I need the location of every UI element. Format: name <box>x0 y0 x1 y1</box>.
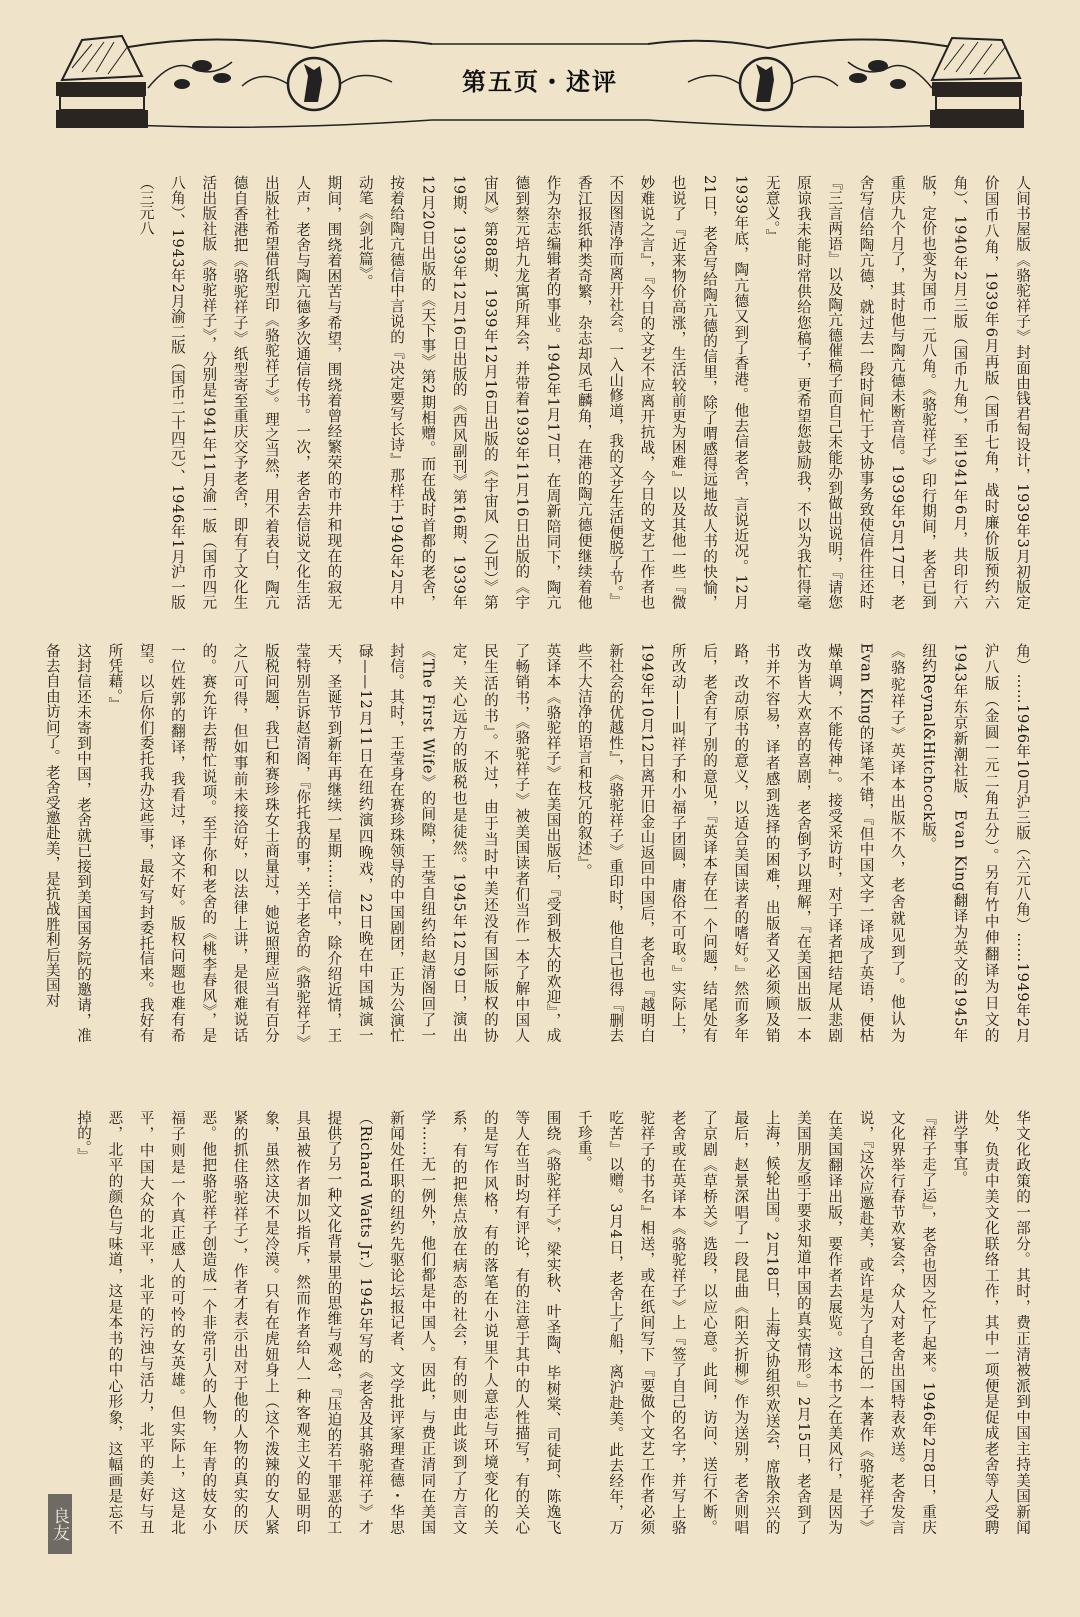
page-title: 第五页・述评 <box>462 67 618 96</box>
paragraph: 1939年底，陶亢德又到了香港。他去信老舍，言说近况。12月21日，老舍写给陶亢德的信里，除了喟感得远地故人书的快愉，也说了『近来物价高涨，生活较前更为困难』以及其他一些『微妙难说之言』，『今日的文艺不应离开抗战，今日的文艺工作者也不因图清净而离开社会。一入山修道，我的文艺生活便脱了节。』 <box>607 175 750 610</box>
paragraph: 《骆驼祥子》英译本出版不久，老舍就见到了。他认为Evan King的译笔不错，『但中国文字一译成了英语，便枯燥单调，不能传神』。接受采访时，对于译者把结尾从悲剧改为皆大欢喜的喜剧，老舍倒予以理解，『在美国出版一本书并不容易，译者感到选择的困难，出版者又必须顾及销路，改动原书的意义，以适合美国读者的嗜好。』然而多年后，老舍有了别的意见，『英译本存在一个问题，结尾处有所改动——叫祥子和小福子团圆，庸俗不可取。』实际上，1949年10月12日离开旧金山返回中国后，老舍也『越明白新社会的优越性』，《骆驼祥子》重印时，他自己也得『删去些不大洁净的语言和枝冗的叙述』。 <box>575 643 906 1043</box>
article-panel-middle <box>38 643 1038 1043</box>
paragraph: 角）……1946年10月沪三版（六元八角）……1949年2月沪八版（金圆一元二角五分）。另有竹中伸翻译为日文的1943年东京新潮社版、Evan King翻译为英文的1945年纽约Reynal&Hitchcock版。 <box>920 643 1031 1043</box>
header-banner <box>52 28 1028 136</box>
paragraph: 人间书屋版《骆驼祥子》封面由钱君匋设计，1939年3月初版定价国币八角，1939年6月再版（国币七角，战时廉价版预约六角）、1940年2月三版（国币九角），至1941年6月，共印行六版，定价也变为国币一元八角。《骆驼祥子》印行期间，老舍已到重庆九个月了，其时他与陶亢德未断音信。1939年5月17日，老舍写信给陶亢德，就过去一段时间忙于文协事务致使信件往还时『三言两语』以及陶亢德催稿子而自己未能办到做出说明，『请您原谅我未能时常供给您稿子，更希望您鼓励我，不以为我忙得毫无意义。』 <box>763 175 1031 610</box>
author-seal: 良友 <box>48 1494 72 1554</box>
paragraph: 英译本《骆驼祥子》在美国出版后，『受到极大的欢迎』，成了畅销书，《骆驼祥子》被美国读者们当作一本了解中国人民生活的书』。不过，由于当时中美还没有国际版权的协定，关心远方的版税也是徒然。1945年12月9日，演出《The First Wife》的间隙，王莹自纽约给赵清阁回了一封信。其时，王莹身在赛珍珠领导的中国剧团，正为公演忙碌——12月11日在纽约演四晚戏，22日晚在中国城演一天，圣诞节到新年再继续一星期……信中，除介绍近情，王莹特别告诉赵清阁，『你托我的事，关于老舍的《骆驼祥子》版税问题，我已和赛珍珠女士商量过，她说照理应当有百分之八可得，但如事前未接洽好，以法律上讲，是很难说话的。赛允许去帮忙说项。至于你和老舍的《桃李春风》，是一位姓郭的翻译，我看过，译文不好。版权问题也难有希望。以后你们委托我办这些事，最好写封委托信来。我好有所凭藉。』 <box>106 643 562 1043</box>
article-panel-top <box>38 175 1038 610</box>
paragraph: 华文化政策的一部分。其时，费正清被派到中国主持美国新闻处，负责中美文化联络工作，其中一项便是促成老舍等人受聘讲学事宜。 <box>951 1110 1031 1535</box>
article-panel-bottom <box>38 1110 1038 1535</box>
paragraph: 香江报纸种类奇繁，杂志却凤毛麟角，在港的陶亢德便继续着他作为杂志编辑者的事业。1940年1月17日，在周新陪同下，陶亢德到蔡元培九龙寓所拜会，并带着1939年11月16日出版的《宇宙风》第88期、1939年12月16日出版的《宇宙风（乙刊）》第19期、1939年12月16日出版的《西风副刊》第16期、1939年12月20日出版的《天下事》第2期相赠。而在战时首都的老舍，按着给陶亢德信中言说的『决定要写长诗』那样于1940年2月中动笔《剑北篇》。 <box>356 175 593 610</box>
paragraph: 期间，围绕着困苦与希望，围绕着曾经繁荣的市井和现在的寂无人声，老舍与陶亢德多次通信传书。一次，老舍去信说文化生活出版社希望借纸型印《骆驼祥子》。理之当然，用不着表白，陶亢德自香港把《骆驼祥子》纸型寄至重庆交予老舍，即有了文化生活出版社版《骆驼祥子》，分别是1941年11月渝一版（国币四元八角）、1943年2月渝二版（国币二十四元）、1946年1月沪一版（三元八 <box>137 175 343 610</box>
paragraph: 围绕《骆驼祥子》，梁实秋、叶圣陶、毕树棠、司徒珂、陈逸飞等人在当时均有评论，有的注意于其中的人性描写，有的关心的是写作风格，有的落笔在小说里个人意志与环境变化的关系，有的把焦点放在病态的社会，有的则由此谈到了方言文学……无一例外，他们都是中国人。因此，与费正清同在美国新闻处任职的纽约先驱论坛报记者、文学批评家理查德・华思（Richard Watts Jr.）1945年写的《老舍及其骆驼祥子》才提供了另一种文化背景里的思维与观念，『压迫的若干罪恶的工具虽被作者加以指斥，然而作者给人一种客观主义的显明印象，虽然这决不是冷漠。只有在虎妞身上（这个泼辣的女人紧紧的抓住骆驼祥子），作者才表示出对于他的人物的真实的厌恶。他把骆驼祥子创造成一个非常引人的人物，年青的妓女小福子则是一个真正感人的可怜的女英雄。但实际上，这是北平，中国大众的北平，北平的污浊与活力，北平的美好与丑恶，北平的颜色与味道，这是本书的中心形象，这幅画是忘不掉的。』 <box>75 1110 562 1535</box>
paragraph: 这封信还未寄到中国，老舍就已接到美国国务院的邀请，准备去自由访问了。老舍受邀赴美，是抗战胜利后美国对 <box>43 643 93 1043</box>
paragraph: 『祥子走了运』，老舍也因之忙了起来。1946年2月8日，重庆文化界举行春节欢宴会，众人对老舍出国特表欢送。老舍发言说，『这次应邀赴美，或许是为了自己的一本著作《骆驼祥子》在美国翻译出版，要作者去展览。这本书之在美风行，是因为美国朋友亟于要求知道中国的真实情形。』2月15日，老舍到了上海，候轮出国。2月18日，上海文协组织欢送会，席散余兴的最后，赵景深唱了一段昆曲《阳关折柳》作为送别，老舍则唱了京剧《草桥关》选段，以应心意。此间，访问、送行不断。老舍或在英译本《骆驼祥子》上『签了自己的名字，并写上骆驼祥子的书名』相送，或在纸间写下『要做个文艺工作者必须吃苦』以赠。3月4日，老舍上了船，离沪赴美。此去经年，万千珍重。 <box>575 1110 938 1535</box>
